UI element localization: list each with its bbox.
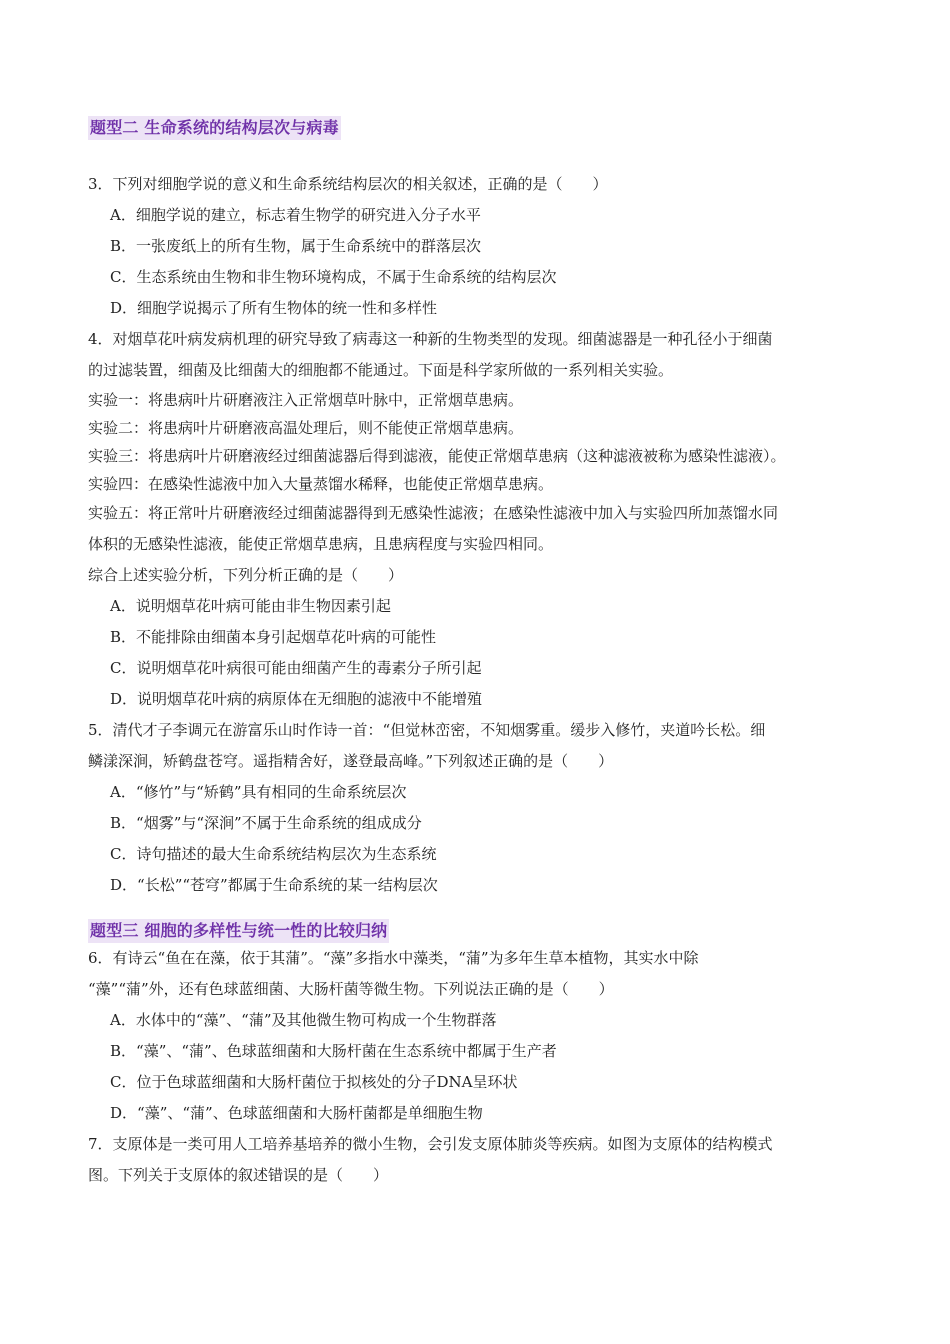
- section-header-type2: 题型二 生命系统的结构层次与病毒: [88, 116, 341, 140]
- question-4-stem-line1: 4．对烟草花叶病发病机理的研究导致了病毒这一种新的生物类型的发现。细菌滤器是一种孔径小于细菌: [88, 330, 773, 348]
- question-6-stem-line2: “藻”“蒲”外，还有色球蓝细菌、大肠杆菌等微生物。下列说法正确的是（ ）: [88, 980, 614, 998]
- question-5-option-d: D．“长松”“苍穹”都属于生命系统的某一结构层次: [110, 876, 438, 894]
- question-4-experiment-3: 实验三：将患病叶片研磨液经过细菌滤器后得到滤液，能使正常烟草患病（这种滤液被称为感染性滤液）。: [88, 447, 786, 465]
- question-4: [88, 324, 866, 715]
- question-6-stem-line1: 6．有诗云“鱼在在藻，依于其蒲”。“藻”多指水中藻类，“蒲”为多年生草本植物，其实水中除: [88, 949, 699, 967]
- question-5-option-b: B．“烟雾”与“深涧”不属于生命系统的组成成分: [110, 814, 422, 832]
- question-4-experiment-5-line1: 实验五：将正常叶片研磨液经过细菌滤器得到无感染性滤液；在感染性滤液中加入与实验四所加蒸馏水同: [88, 504, 779, 522]
- question-6-option-d: D．“藻”、“蒲”、色球蓝细菌和大肠杆菌都是单细胞生物: [110, 1104, 483, 1122]
- question-6-option-c: C．位于色球蓝细菌和大肠杆菌位于拟核处的分子DNA呈环状: [110, 1073, 518, 1091]
- question-4-experiment-1: 实验一：将患病叶片研磨液注入正常烟草叶脉中，正常烟草患病。: [88, 391, 524, 409]
- question-3-option-b: B．一张废纸上的所有生物，属于生命系统中的群落层次: [110, 237, 482, 255]
- question-7: [88, 1129, 866, 1191]
- question-5: [88, 715, 866, 901]
- question-6-option-a: A．水体中的“藻”、“蒲”及其他微生物可构成一个生物群落: [110, 1011, 497, 1029]
- question-4-option-b: B．不能排除由细菌本身引起烟草花叶病的可能性: [110, 628, 437, 646]
- question-4-experiment-4: 实验四：在感染性滤液中加入大量蒸馏水稀释，也能使正常烟草患病。: [88, 475, 554, 493]
- question-4-experiment-2: 实验二：将患病叶片研磨液高温处理后，则不能使正常烟草患病。: [88, 419, 524, 437]
- question-6-option-b: B．“藻”、“蒲”、色球蓝细菌和大肠杆菌在生态系统中都属于生产者: [110, 1042, 557, 1060]
- question-3-option-c: C．生态系统由生物和非生物环境构成，不属于生命系统的结构层次: [110, 268, 557, 286]
- question-3-option-a: A．细胞学说的建立，标志着生物学的研究进入分子水平: [110, 206, 481, 224]
- question-4-option-d: D．说明烟草花叶病的病原体在无细胞的滤液中不能增殖: [110, 690, 483, 708]
- question-5-option-a: A．“修竹”与“矫鹤”具有相同的生命系统层次: [110, 783, 407, 801]
- question-4-experiment-5-line2: 体积的无感染性滤液，能使正常烟草患病，且患病程度与实验四相同。: [88, 535, 554, 553]
- question-4-summary: 综合上述实验分析，下列分析正确的是（ ）: [88, 566, 404, 584]
- section-header-type3: 题型三 细胞的多样性与统一性的比较归纳: [88, 919, 389, 943]
- question-4-stem-line2: 的过滤装置，细菌及比细菌大的细胞都不能通过。下面是科学家所做的一系列相关实验。: [88, 361, 674, 379]
- question-4-option-a: A．说明烟草花叶病可能由非生物因素引起: [110, 597, 391, 615]
- question-3-stem: 3．下列对细胞学说的意义和生命系统结构层次的相关叙述，正确的是（ ）: [88, 175, 608, 193]
- question-6: [88, 943, 866, 1129]
- question-5-stem-line1: 5．清代才子李调元在游富乐山时作诗一首：“但觉林峦密，不知烟雾重。缓步入修竹，夹道吟长松。细: [88, 721, 766, 739]
- question-5-stem-line2: 鳞漾深涧，矫鹤盘苍穹。遥指精舍好，遂登最高峰。”下列叙述正确的是（ ）: [88, 752, 614, 770]
- question-4-option-c: C．说明烟草花叶病很可能由细菌产生的毒素分子所引起: [110, 659, 482, 677]
- question-3: [88, 169, 866, 324]
- question-5-option-c: C．诗句描述的最大生命系统结构层次为生态系统: [110, 845, 437, 863]
- question-7-stem-line1: 7．支原体是一类可用人工培养基培养的微小生物，会引发支原体肺炎等疾病。如图为支原体的结构模式: [88, 1135, 773, 1153]
- question-3-option-d: D．细胞学说揭示了所有生物体的统一性和多样性: [110, 299, 438, 317]
- question-7-stem-line2: 图。下列关于支原体的叙述错误的是（ ）: [88, 1166, 389, 1184]
